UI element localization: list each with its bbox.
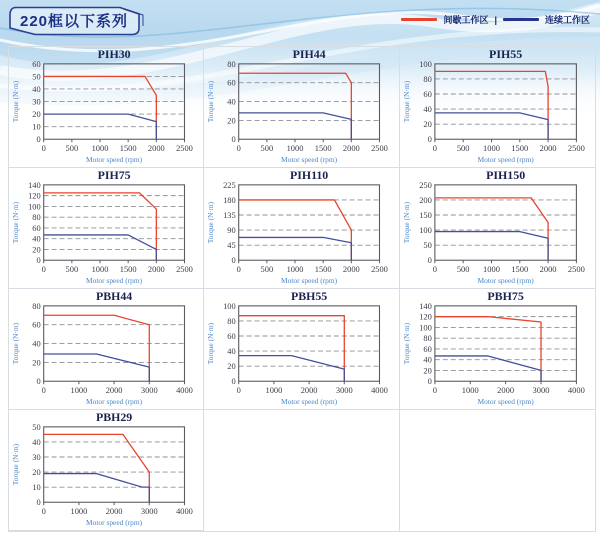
x-tick-label: 2000	[301, 385, 318, 396]
y-tick-label: 60	[32, 58, 41, 69]
y-axis-label: Torque (N·m)	[401, 201, 411, 244]
chart-panel-pbh55	[204, 289, 399, 410]
x-tick-label: 1500	[510, 143, 528, 154]
y-tick-label: 80	[32, 300, 41, 311]
y-tick-label: 0	[36, 497, 41, 508]
y-tick-label: 0	[427, 255, 432, 266]
chart-pbh55	[204, 289, 398, 409]
series-red-line	[435, 198, 548, 260]
x-tick-label: 2000	[343, 264, 361, 275]
x-tick-label: 500	[65, 264, 79, 275]
x-axis-label: Motor speed (rpm)	[86, 397, 143, 407]
x-tick-label: 500	[456, 264, 470, 275]
series-blue-line	[44, 354, 150, 381]
series-blue-line	[239, 113, 352, 139]
x-tick-label: 0	[41, 385, 46, 396]
legend-continuous-label: 连续工作区	[544, 15, 590, 25]
chart-pbh29	[9, 410, 203, 530]
y-tick-label: 0	[231, 134, 237, 145]
x-tick-label: 2500	[176, 264, 193, 275]
x-tick-label: 0	[432, 143, 437, 154]
chart-title: PBH55	[291, 289, 328, 303]
chart-title: PBH75	[487, 289, 524, 303]
chart-pih44	[204, 47, 398, 167]
y-axis-label: Torque (N·m)	[10, 80, 20, 123]
y-tick-label: 80	[423, 333, 432, 344]
y-tick-label: 0	[231, 255, 237, 266]
x-axis-label: Motor speed (rpm)	[86, 155, 143, 165]
y-tick-label: 30	[32, 96, 41, 107]
y-tick-label: 0	[427, 134, 432, 145]
x-tick-label: 2000	[105, 385, 123, 396]
x-tick-label: 500	[260, 264, 274, 275]
series-blue-line	[239, 237, 352, 260]
series-blue-line	[44, 474, 150, 503]
x-tick-label: 1000	[482, 264, 500, 275]
series-red-line	[44, 315, 150, 381]
chart-title: PIH55	[488, 47, 522, 61]
page-header	[0, 0, 600, 44]
x-tick-label: 0	[236, 385, 242, 396]
page-title: 220框以下系列	[19, 13, 129, 30]
x-tick-label: 500	[456, 143, 470, 154]
x-tick-label: 3000	[140, 506, 158, 517]
chart-legend	[401, 13, 590, 26]
y-axis-label: Torque (N·m)	[206, 80, 216, 123]
x-axis-label: Motor speed (rpm)	[477, 397, 534, 407]
chart-pih110	[204, 168, 398, 288]
chart-pih150	[400, 168, 595, 288]
y-tick-label: 60	[227, 77, 237, 88]
x-tick-label: 1000	[286, 143, 304, 154]
x-axis-label: Motor speed (rpm)	[477, 276, 534, 286]
y-tick-label: 120	[28, 190, 41, 201]
series-red-line	[44, 193, 157, 260]
y-tick-label: 40	[227, 96, 237, 107]
y-tick-label: 20	[32, 244, 41, 255]
x-tick-label: 1000	[70, 506, 88, 517]
x-tick-label: 1000	[91, 264, 109, 275]
y-tick-label: 80	[423, 73, 432, 84]
y-tick-label: 0	[427, 376, 432, 387]
y-axis-label: Torque (N·m)	[401, 80, 411, 123]
x-tick-label: 2500	[567, 264, 585, 275]
y-tick-label: 80	[227, 315, 237, 326]
chart-title: PIH75	[97, 168, 131, 182]
x-tick-label: 1000	[482, 143, 500, 154]
x-tick-label: 1500	[315, 264, 332, 275]
y-tick-label: 225	[223, 179, 237, 190]
y-tick-label: 20	[227, 361, 237, 372]
x-tick-label: 4000	[176, 385, 193, 396]
x-tick-label: 2000	[539, 143, 557, 154]
series-blue-line	[435, 232, 548, 261]
x-tick-label: 0	[41, 264, 46, 275]
y-tick-label: 250	[418, 179, 432, 190]
chart-panel-pih150	[400, 168, 595, 289]
x-tick-label: 1000	[265, 385, 283, 396]
x-tick-label: 1000	[286, 264, 304, 275]
chart-pbh44	[9, 289, 203, 409]
y-tick-label: 90	[227, 225, 237, 236]
x-tick-label: 4000	[176, 506, 193, 517]
x-tick-label: 0	[41, 506, 46, 517]
x-tick-label: 2000	[147, 264, 165, 275]
y-tick-label: 20	[32, 109, 41, 120]
y-tick-label: 140	[28, 179, 41, 190]
series-red-line	[239, 316, 345, 382]
chart-panel-pih44	[204, 47, 399, 168]
y-tick-label: 0	[36, 376, 41, 387]
y-tick-label: 40	[32, 83, 41, 94]
chart-pih55	[400, 47, 595, 167]
x-axis-label: Motor speed (rpm)	[86, 518, 143, 528]
y-tick-label: 40	[32, 338, 41, 349]
x-axis-label: Motor speed (rpm)	[86, 276, 143, 286]
intermittent-line-swatch	[401, 18, 437, 21]
chart-title: PIH44	[292, 47, 326, 61]
x-tick-label: 0	[432, 264, 437, 275]
y-axis-label: Torque (N·m)	[10, 443, 20, 486]
x-axis-label: Motor speed (rpm)	[281, 276, 338, 286]
y-tick-label: 120	[418, 311, 432, 322]
x-tick-label: 3000	[336, 385, 354, 396]
x-tick-label: 3000	[532, 385, 550, 396]
chart-title: PBH44	[95, 289, 133, 303]
y-tick-label: 20	[423, 119, 432, 130]
y-tick-label: 40	[32, 233, 41, 244]
x-tick-label: 4000	[567, 385, 585, 396]
chart-panel-pbh29	[9, 410, 204, 531]
series-red-line	[239, 73, 352, 139]
x-tick-label: 2000	[147, 143, 165, 154]
y-tick-label: 100	[418, 58, 432, 69]
y-tick-label: 0	[36, 255, 41, 266]
x-tick-label: 0	[236, 143, 242, 154]
y-tick-label: 60	[423, 343, 432, 354]
x-tick-label: 1500	[119, 143, 137, 154]
y-tick-label: 100	[223, 300, 237, 311]
x-axis-label: Motor speed (rpm)	[281, 397, 338, 407]
y-tick-label: 80	[32, 212, 41, 223]
y-tick-label: 200	[418, 194, 432, 205]
y-axis-label: Torque (N·m)	[401, 322, 411, 365]
y-tick-label: 20	[32, 467, 41, 478]
chart-panel-pih55	[400, 47, 595, 168]
chart-title: PBH29	[95, 410, 133, 424]
x-tick-label: 1000	[461, 385, 479, 396]
y-tick-label: 10	[32, 121, 41, 132]
y-tick-label: 50	[32, 421, 41, 432]
y-tick-label: 60	[423, 89, 432, 99]
chart-panel-pbh75	[400, 289, 595, 410]
y-tick-label: 60	[32, 222, 41, 233]
y-axis-label: Torque (N·m)	[10, 322, 20, 365]
series-blue-line	[435, 113, 548, 139]
y-tick-label: 100	[418, 322, 432, 333]
x-tick-label: 2500	[567, 143, 585, 154]
x-tick-label: 1500	[119, 264, 137, 275]
legend-separator: |	[494, 14, 497, 25]
y-tick-label: 20	[423, 365, 432, 376]
chart-panel-pih75	[9, 168, 204, 289]
series-red-line	[44, 434, 150, 502]
x-tick-label: 2000	[539, 264, 557, 275]
series-red-line	[435, 71, 548, 139]
chart-pih30	[9, 47, 203, 167]
y-axis-label: Torque (N·m)	[206, 322, 216, 365]
x-axis-label: Motor speed (rpm)	[281, 155, 338, 165]
x-tick-label: 0	[432, 385, 437, 396]
y-tick-label: 50	[423, 240, 432, 251]
y-tick-label: 135	[223, 209, 237, 220]
x-tick-label: 2500	[371, 143, 389, 154]
legend-intermittent-label: 间歇工作区	[443, 15, 489, 25]
y-tick-label: 140	[418, 300, 432, 311]
chart-pbh75	[400, 289, 595, 409]
y-tick-label: 60	[32, 319, 41, 330]
y-tick-label: 80	[227, 58, 237, 69]
chart-pih75	[9, 168, 203, 288]
chart-title: PIH110	[290, 168, 329, 182]
x-axis-label: Motor speed (rpm)	[477, 155, 534, 165]
chart-panel-pbh44	[9, 289, 204, 410]
y-axis-label: Torque (N·m)	[206, 201, 216, 244]
x-tick-label: 2000	[496, 385, 514, 396]
y-tick-label: 100	[28, 201, 41, 212]
y-tick-label: 40	[227, 346, 237, 357]
y-tick-label: 50	[32, 71, 41, 82]
y-tick-label: 60	[227, 330, 237, 341]
y-tick-label: 150	[418, 210, 432, 220]
y-tick-label: 45	[227, 240, 237, 251]
y-tick-label: 40	[423, 104, 432, 115]
series-title-plaque	[8, 6, 148, 36]
x-tick-label: 0	[41, 143, 46, 154]
y-tick-label: 100	[418, 225, 432, 236]
x-tick-label: 1000	[91, 143, 109, 154]
x-tick-label: 4000	[371, 385, 389, 396]
x-tick-label: 2500	[176, 143, 193, 154]
x-tick-label: 500	[260, 143, 274, 154]
x-tick-label: 3000	[140, 385, 158, 396]
x-tick-label: 2500	[371, 264, 389, 275]
continuous-line-swatch	[503, 18, 539, 21]
y-tick-label: 20	[227, 115, 237, 126]
x-tick-label: 2000	[343, 143, 361, 154]
chart-title: PIH150	[485, 168, 525, 182]
y-axis-label: Torque (N·m)	[10, 201, 20, 244]
x-tick-label: 1500	[510, 264, 528, 275]
chart-title: PIH30	[97, 47, 131, 61]
series-red-line	[44, 76, 157, 139]
y-tick-label: 0	[231, 376, 237, 387]
x-tick-label: 2000	[105, 506, 123, 517]
y-tick-label: 0	[36, 134, 41, 145]
y-tick-label: 40	[32, 436, 41, 447]
y-tick-label: 20	[32, 357, 41, 368]
y-tick-label: 180	[223, 194, 237, 205]
chart-grid	[8, 46, 596, 532]
y-tick-label: 10	[32, 482, 41, 493]
chart-panel-pih110	[204, 168, 399, 289]
empty-cell	[204, 410, 399, 531]
x-tick-label: 1500	[315, 143, 332, 154]
y-tick-label: 30	[32, 451, 41, 462]
series-blue-line	[239, 356, 345, 382]
y-tick-label: 40	[423, 354, 432, 365]
x-tick-label: 1000	[70, 385, 88, 396]
chart-panel-pih30	[9, 47, 204, 168]
x-tick-label: 0	[236, 264, 242, 275]
empty-cell	[400, 410, 595, 531]
x-tick-label: 500	[65, 143, 79, 154]
